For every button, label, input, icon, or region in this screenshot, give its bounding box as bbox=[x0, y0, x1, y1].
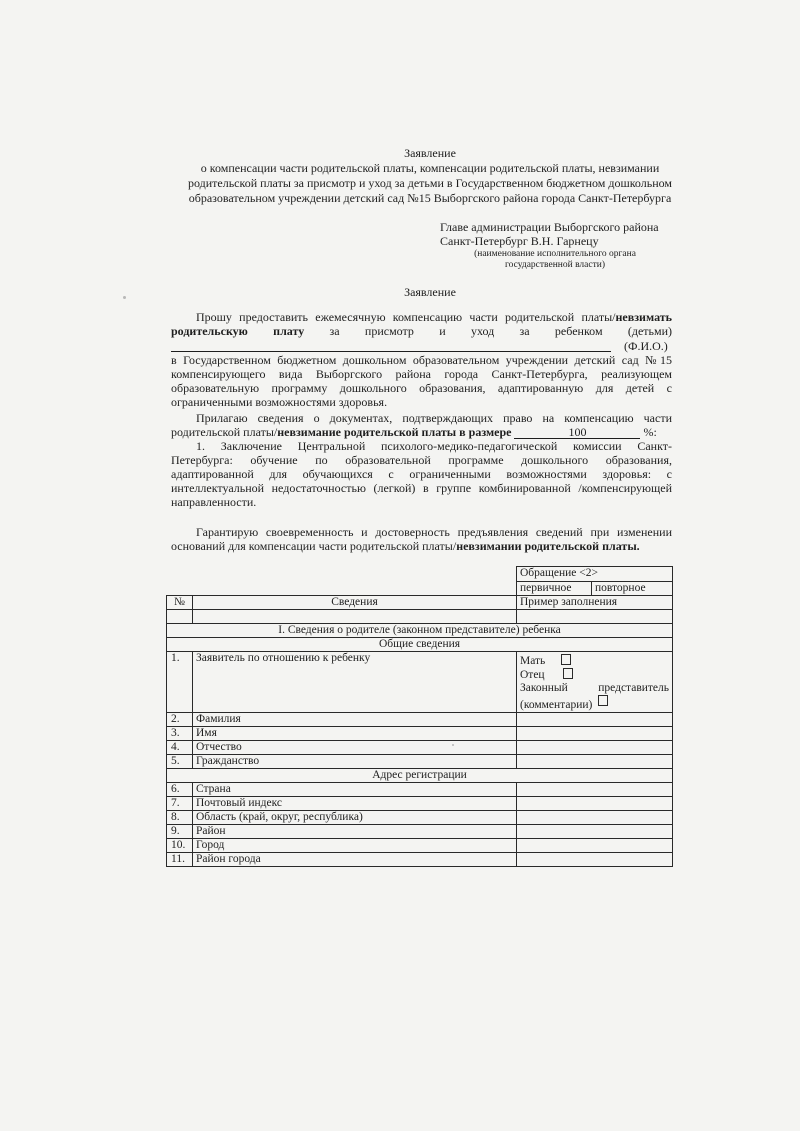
fio-underline bbox=[171, 351, 611, 352]
table-row bbox=[167, 741, 673, 755]
option-legal-rep[interactable]: Законный представитель bbox=[520, 682, 670, 694]
heading-statement: Заявление bbox=[404, 285, 456, 299]
table-row bbox=[167, 811, 673, 825]
para4-bold: невзимании родительской платы. bbox=[456, 539, 640, 553]
row-value-field[interactable] bbox=[517, 755, 673, 769]
para1-line-1 bbox=[196, 310, 672, 324]
col-info-header: Сведения bbox=[193, 596, 517, 610]
row-number: 8. bbox=[167, 811, 193, 825]
row-value-field[interactable] bbox=[517, 783, 673, 797]
row-value-field[interactable] bbox=[517, 727, 673, 741]
row-label: Город bbox=[193, 839, 517, 853]
para3-line-1: 1. Заключение Центральной психолого-медико-педагогической комиссии Санкт- bbox=[196, 439, 672, 453]
row-number: 11. bbox=[167, 853, 193, 867]
row-label: Отчество bbox=[193, 741, 517, 755]
appeal-header-row bbox=[167, 567, 673, 582]
option-comment[interactable]: (комментарии) bbox=[520, 695, 669, 712]
para2-line-2 bbox=[171, 425, 657, 439]
title-word: Заявление bbox=[404, 146, 456, 160]
appeal-repeat-cell[interactable]: повторное bbox=[592, 582, 673, 596]
row-value-field[interactable] bbox=[517, 853, 673, 867]
row-label: Гражданство bbox=[193, 755, 517, 769]
row-label: Фамилия bbox=[193, 713, 517, 727]
general-header: Общие сведения bbox=[167, 638, 673, 652]
address-rows bbox=[167, 783, 673, 867]
scan-speck bbox=[123, 296, 126, 299]
table-row bbox=[167, 755, 673, 769]
para1-rest: за присмотр и уход за ребенком (детьми) bbox=[329, 324, 672, 338]
personal-rows bbox=[167, 713, 673, 769]
appeal-options-row bbox=[167, 582, 673, 596]
para1-bold-2: родительскую плату bbox=[171, 324, 305, 338]
row-label: Почтовый индекс bbox=[193, 797, 517, 811]
row-value-field[interactable] bbox=[517, 811, 673, 825]
title-line-3: образовательном учреждении детский сад №15 Выборгского района города Санкт-Петербурга bbox=[188, 191, 672, 205]
para4-line-1: Гарантирую своевременность и достоверность предъявления сведений при изменении bbox=[196, 525, 672, 539]
address-header: Адрес регистрации bbox=[167, 769, 673, 783]
table-row bbox=[167, 797, 673, 811]
row-label: Район bbox=[193, 825, 517, 839]
table-row bbox=[167, 783, 673, 797]
para3-line-4: интеллектуальной недостаточностью (легкой) в группе комбинированной /компенсирующей bbox=[171, 481, 672, 495]
table-row bbox=[167, 839, 673, 853]
table-row bbox=[167, 652, 673, 713]
applicant-relation-options bbox=[517, 652, 673, 713]
table-row bbox=[167, 713, 673, 727]
para1-line-5: компенсирующего вида Выборгского района города Санкт-Петербурга, реализующем bbox=[171, 367, 672, 381]
addressee-line-2: Санкт-Петербург В.Н. Гарнецу bbox=[440, 234, 599, 248]
row-label: Район города bbox=[193, 853, 517, 867]
addressee-line-1: Главе администрации Выборгского района bbox=[440, 220, 659, 234]
row-value-field[interactable] bbox=[517, 825, 673, 839]
appeal-header: Обращение <2> bbox=[517, 567, 673, 582]
col-no-header: № bbox=[167, 596, 193, 610]
table-row bbox=[167, 853, 673, 867]
section-1-row bbox=[167, 624, 673, 638]
row-label: Имя bbox=[193, 727, 517, 741]
title-line-2: родительской платы за присмотр и уход за детьми в Государственном бюджетном дошкольном bbox=[187, 176, 673, 190]
fio-label: (Ф.И.О.) bbox=[624, 339, 668, 353]
applicant-relation-label: Заявитель по отношению к ребенку bbox=[193, 652, 517, 713]
father-checkbox[interactable] bbox=[563, 668, 573, 679]
col-example-header: Пример заполнения bbox=[517, 596, 673, 610]
application-form-table bbox=[166, 566, 673, 867]
appeal-primary-cell[interactable]: первичное bbox=[517, 582, 592, 596]
addressee-note-2: государственной власти) bbox=[504, 260, 605, 270]
option-mother[interactable]: Мать bbox=[520, 654, 669, 668]
row-number: 9. bbox=[167, 825, 193, 839]
row-value-field[interactable] bbox=[517, 713, 673, 727]
para4-text: оснований для компенсации части родительской платы/ bbox=[171, 539, 457, 553]
para2-text: родительской платы/ bbox=[171, 425, 278, 439]
section-1-header: I. Сведения о родителе (законном представителе) ребенка bbox=[167, 624, 673, 638]
para1-line-7: ограниченными возможностями здоровья. bbox=[171, 395, 388, 409]
para1-line-4: в Государственном бюджетном дошкольном образовательном учреждении детский сад №15 bbox=[171, 353, 672, 367]
mother-checkbox[interactable] bbox=[561, 654, 571, 665]
empty-row bbox=[167, 610, 673, 624]
para2-line-1: Прилагаю сведения о документах, подтверждающих право на компенсацию части bbox=[196, 411, 672, 425]
option-father[interactable]: Отец bbox=[520, 668, 669, 682]
para3-line-2: Петербурга: обучение по образовательной программе дошкольного образования, bbox=[171, 453, 672, 467]
para2-bold: невзимание родительской платы в размере bbox=[277, 425, 512, 439]
percent-value: 100 bbox=[514, 426, 640, 439]
row-number: 4. bbox=[167, 741, 193, 755]
title-line-1: о компенсации части родительской платы, компенсации родительской платы, невзимании bbox=[200, 161, 660, 175]
row-number: 6. bbox=[167, 783, 193, 797]
row-number: 3. bbox=[167, 727, 193, 741]
row-label: Страна bbox=[193, 783, 517, 797]
row-number: 10. bbox=[167, 839, 193, 853]
para1-bold: невзимать bbox=[615, 310, 672, 324]
column-header-row bbox=[167, 596, 673, 610]
table-row bbox=[167, 727, 673, 741]
legal-rep-checkbox[interactable] bbox=[598, 695, 608, 706]
table-row bbox=[167, 825, 673, 839]
para1-text: Прошу предоставить ежемесячную компенсацию части родительской платы/ bbox=[196, 310, 616, 324]
row-number: 5. bbox=[167, 755, 193, 769]
para4-line-2 bbox=[171, 539, 640, 553]
row-number: 1. bbox=[167, 652, 193, 713]
row-number: 2. bbox=[167, 713, 193, 727]
addressee-note-1: (наименование исполнительного органа bbox=[474, 249, 636, 259]
percent-sign: %: bbox=[643, 425, 657, 439]
para1-line-6: образовательную программу дошкольного образования, адаптированную для детей с bbox=[171, 381, 672, 395]
row-value-field[interactable] bbox=[517, 741, 673, 755]
row-value-field[interactable] bbox=[517, 839, 673, 853]
row-value-field[interactable] bbox=[517, 797, 673, 811]
row-label: Область (край, округ, республика) bbox=[193, 811, 517, 825]
row-number: 7. bbox=[167, 797, 193, 811]
general-row bbox=[167, 638, 673, 652]
para1-line-2 bbox=[171, 324, 672, 338]
para3-line-3: адаптированной для обучающихся с ограниченными возможностями здоровья: с bbox=[171, 467, 672, 481]
para3-line-5: направленности. bbox=[171, 495, 257, 509]
scan-speck bbox=[452, 744, 454, 746]
address-row bbox=[167, 769, 673, 783]
